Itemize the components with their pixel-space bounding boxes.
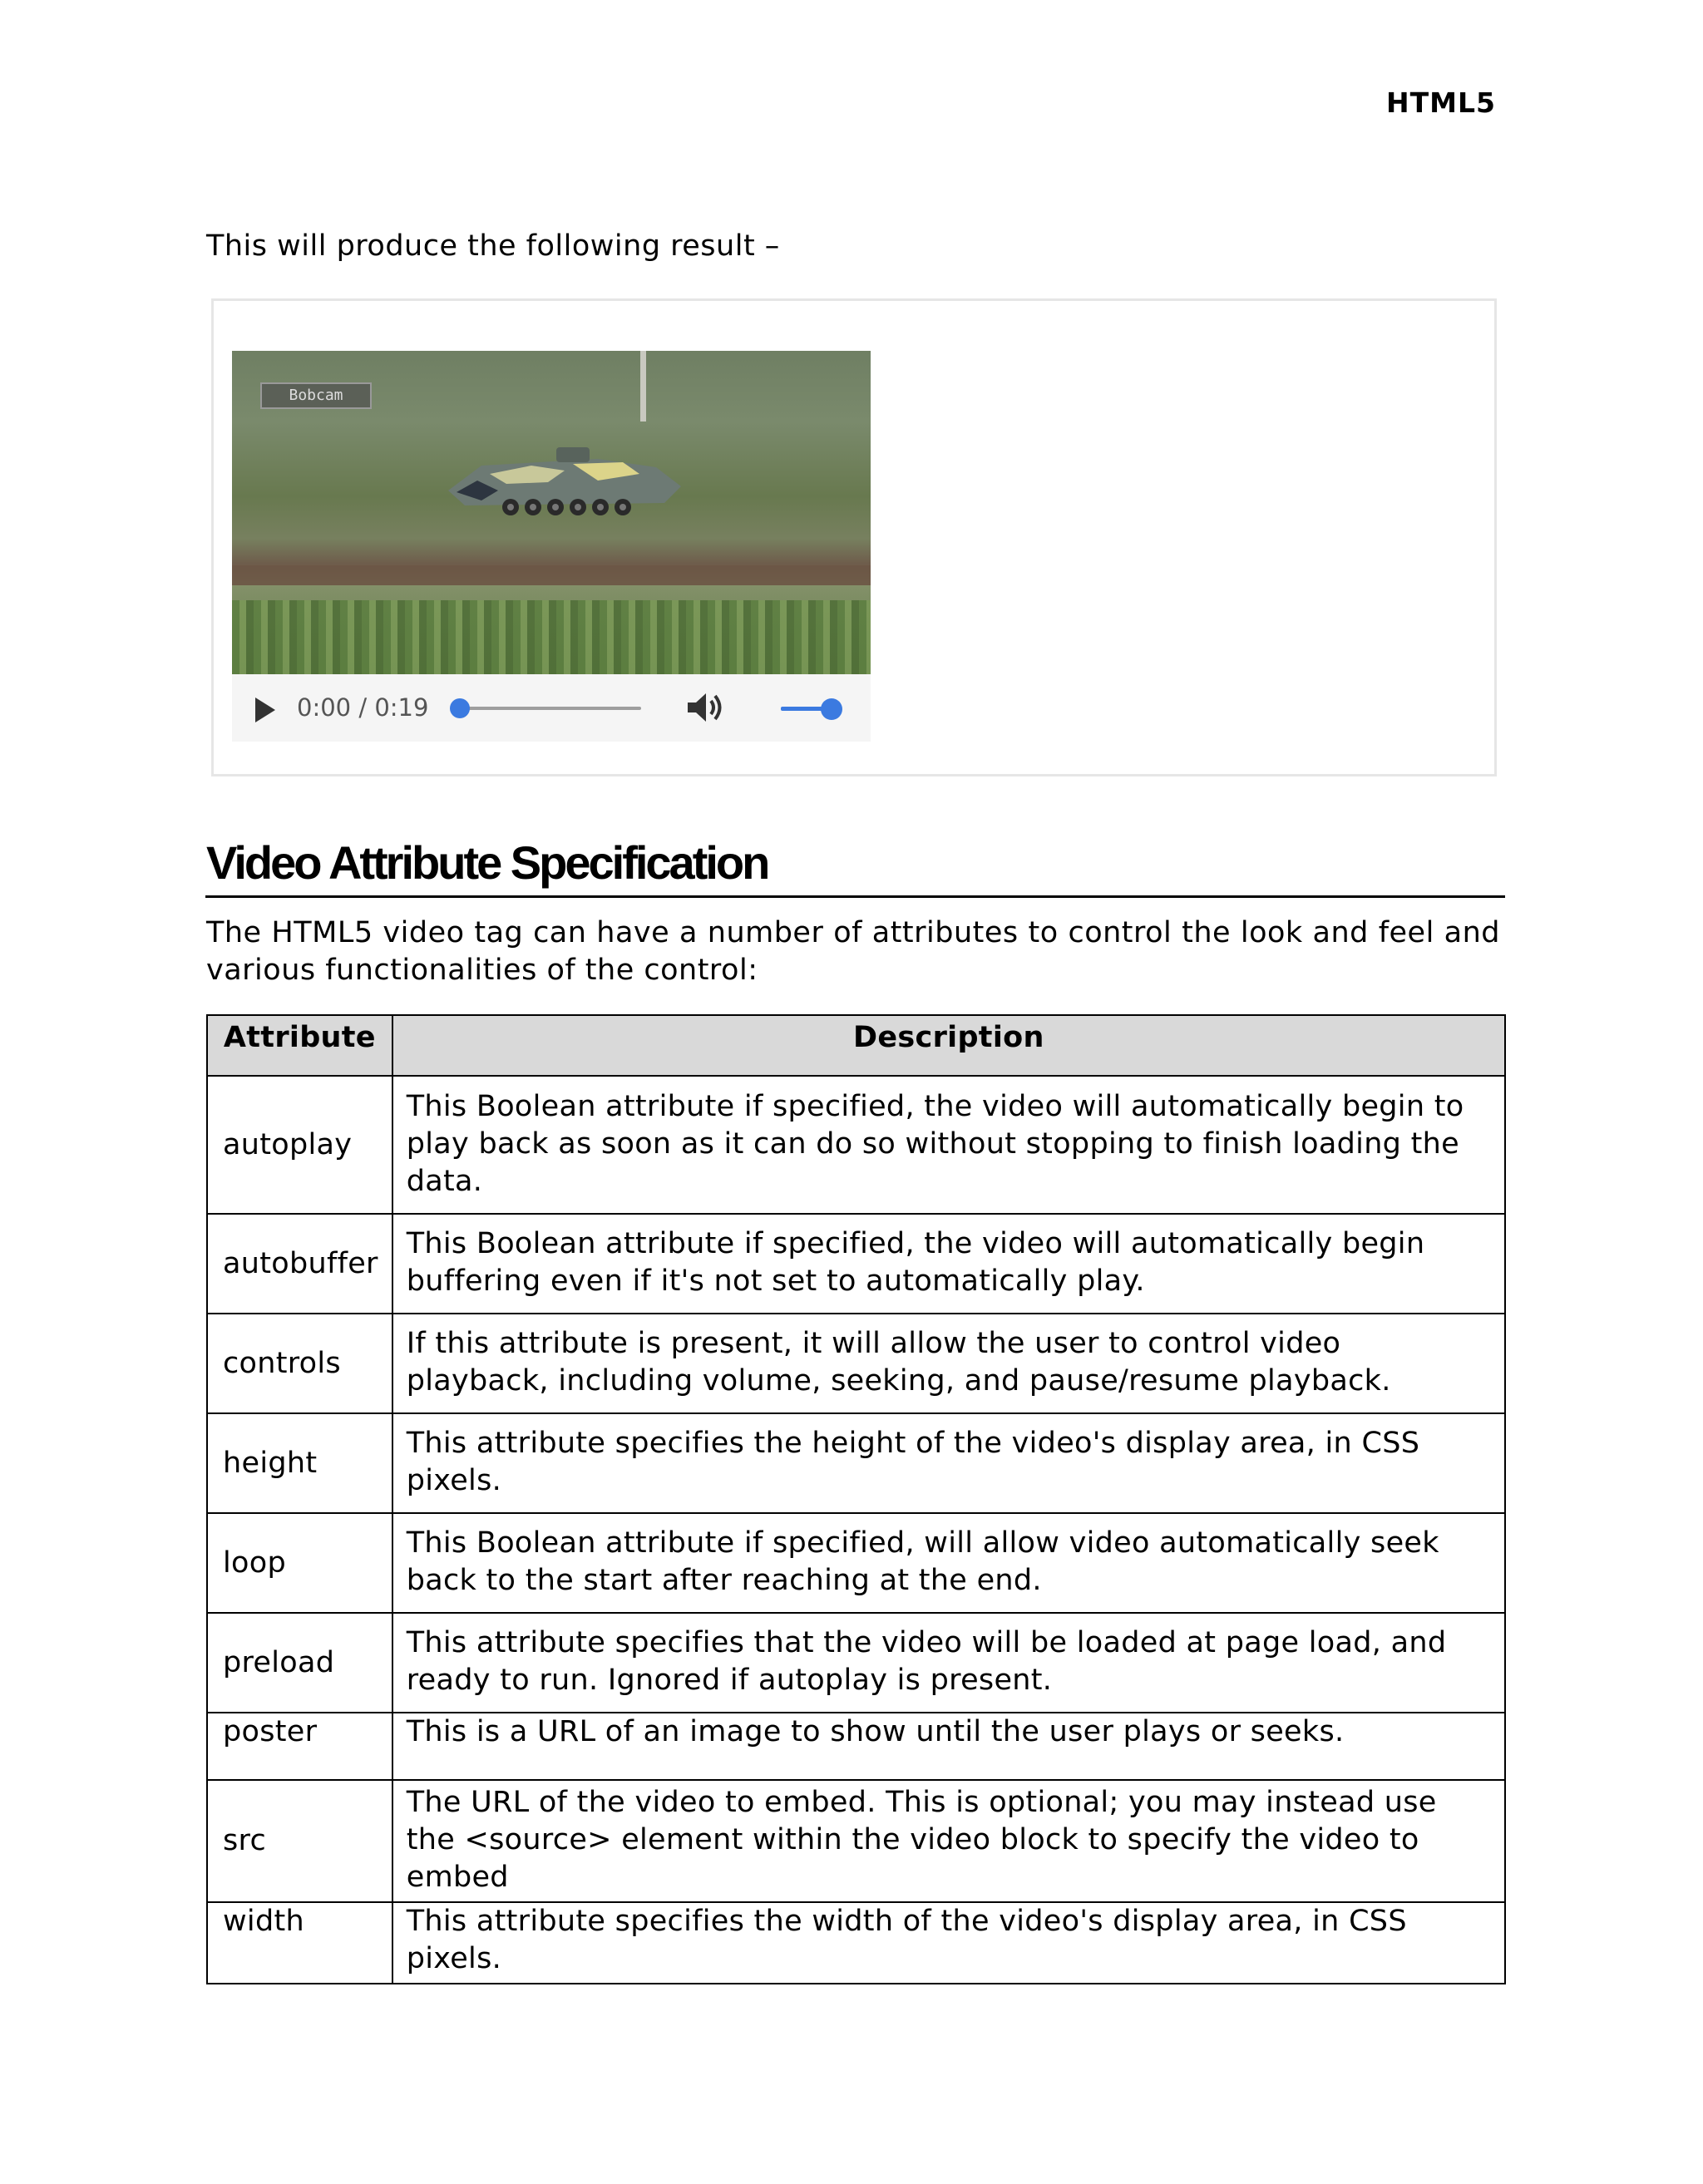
description-cell: This Boolean attribute if specified, will allow video automatically seek back to the start after reaching at the end. [392,1513,1505,1613]
video-controls [232,674,871,742]
video-frame[interactable] [232,351,871,674]
table-row [207,1513,1505,1613]
header-description: Description [392,1015,1505,1076]
running-header: HTML5 [1386,86,1496,119]
attribute-cell: autoplay [207,1076,392,1214]
grass-graphic [232,600,871,674]
attribute-cell: width [207,1902,392,1984]
play-icon[interactable] [255,698,275,722]
table-row [207,1076,1505,1214]
table-header-row [207,1015,1505,1076]
result-figure [211,298,1497,776]
attribute-cell: loop [207,1513,392,1613]
description-cell: The URL of the video to embed. This is optional; you may instead use the <source> element within the video block to specify the video to embed [392,1780,1505,1902]
table-row [207,1902,1505,1984]
seek-bar[interactable] [458,707,641,710]
description-cell: This Boolean attribute if specified, the video will automatically begin to play back as soon as it can do so without stopping to finish loading the data. [392,1076,1505,1214]
section-divider [205,895,1505,898]
intro-text: This will produce the following result – [206,229,780,263]
description-cell: This attribute specifies that the video will be loaded at page load, and ready to run. Ignored if autoplay is present. [392,1613,1505,1713]
video-watermark: Bobcam [260,382,372,409]
attribute-cell: preload [207,1613,392,1713]
table-row [207,1780,1505,1902]
volume-icon[interactable] [686,691,726,724]
attribute-cell: height [207,1413,392,1513]
header-attribute: Attribute [207,1015,392,1076]
seek-thumb[interactable] [450,698,470,718]
video-player[interactable] [232,351,871,742]
attribute-cell: controls [207,1314,392,1413]
attribute-cell: poster [207,1713,392,1780]
description-cell: This Boolean attribute if specified, the video will automatically begin buffering even if it's not set to automatically play. [392,1214,1505,1314]
description-cell: If this attribute is present, it will allow the user to control video playback, including volume, seeking, and pause/resume playback. [392,1314,1505,1413]
road-graphic [232,565,871,585]
tank-graphic [432,441,698,524]
description-cell: This is a URL of an image to show until the user plays or seeks. [392,1713,1505,1780]
volume-thumb[interactable] [821,698,842,720]
attribute-cell: src [207,1780,392,1902]
section-title: Video Attribute Specification [206,836,768,889]
table-row [207,1713,1505,1780]
attribute-cell: autobuffer [207,1214,392,1314]
attribute-table [206,1014,1506,1984]
section-paragraph: The HTML5 video tag can have a number of attributes to control the look and feel and various functionalities of the control: [206,916,1500,987]
pole-graphic [640,351,646,422]
table-row [207,1413,1505,1513]
description-cell: This attribute specifies the width of the video's display area, in CSS pixels. [392,1902,1505,1984]
description-cell: This attribute specifies the height of the video's display area, in CSS pixels. [392,1413,1505,1513]
time-display: 0:00 / 0:19 [297,693,429,722]
table-row [207,1314,1505,1413]
table-row [207,1214,1505,1314]
table-row [207,1613,1505,1713]
